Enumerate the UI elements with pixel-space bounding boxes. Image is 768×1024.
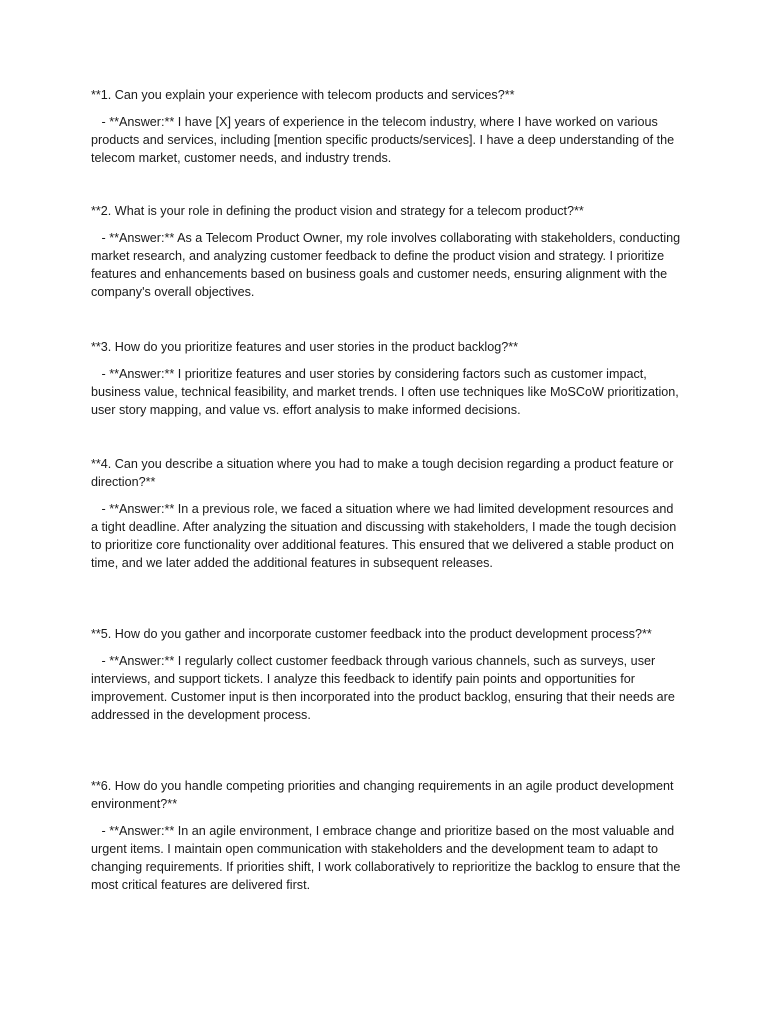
answer-6: - **Answer:** In an agile environment, I embrace change and prioritize based on the most valuable and urgent items. I maintain open communication with stakeholders and the development team to adapt to changing requirements. If priorities shift, I work collaboratively to reprioritize the backlog to ensure that the most critical features are delivered first. bbox=[91, 824, 684, 892]
question-2: **2. What is your role in defining the product vision and strategy for a telecom product?** bbox=[91, 204, 584, 218]
question-1: **1. Can you explain your experience with telecom products and services?** bbox=[91, 88, 515, 102]
answer-2: - **Answer:** As a Telecom Product Owner, my role involves collaborating with stakeholders, conducting market research, and analyzing customer feedback to define the product vision and strategy. I prioritize features and enhancements based on business goals and customer needs, ensuring alignment with the company's overall objectives. bbox=[91, 231, 684, 299]
qa-item-4 bbox=[91, 455, 681, 572]
qa-item-2 bbox=[91, 202, 684, 301]
question-5: **5. How do you gather and incorporate customer feedback into the product development process?** bbox=[91, 627, 652, 641]
qa-item-6 bbox=[91, 777, 684, 894]
qa-item-5 bbox=[91, 625, 681, 724]
answer-5: - **Answer:** I regularly collect customer feedback through various channels, such as surveys, user interviews, and support tickets. I analyze this feedback to identify pain points and opportunities for improvement. Customer input is then incorporated into the product backlog, ensuring that their needs are addressed in the development process. bbox=[91, 654, 679, 722]
qa-item-3 bbox=[91, 338, 681, 419]
question-4: **4. Can you describe a situation where you had to make a tough decision regarding a product feature or direction?** bbox=[91, 457, 674, 489]
answer-4: - **Answer:** In a previous role, we faced a situation where we had limited development resources and a tight deadline. After analyzing the situation and discussing with stakeholders, I made the tough decision to prioritize core functionality over additional features. This ensured that we delivered a stable product on time, and we later added the additional features in subsequent releases. bbox=[91, 502, 680, 570]
qa-item-1 bbox=[91, 86, 681, 167]
question-6: **6. How do you handle competing priorities and changing requirements in an agile product development environment?** bbox=[91, 779, 674, 811]
question-3: **3. How do you prioritize features and user stories in the product backlog?** bbox=[91, 340, 519, 354]
answer-3: - **Answer:** I prioritize features and user stories by considering factors such as customer impact, business value, technical feasibility, and market trends. I often use techniques like MoSCoW prioritization, user story mapping, and value vs. effort analysis to make informed decisions. bbox=[91, 367, 683, 417]
answer-1: - **Answer:** I have [X] years of experience in the telecom industry, where I have worked on various products and services, including [mention specific products/services]. I have a deep understanding of the telecom market, customer needs, and industry trends. bbox=[91, 115, 678, 165]
